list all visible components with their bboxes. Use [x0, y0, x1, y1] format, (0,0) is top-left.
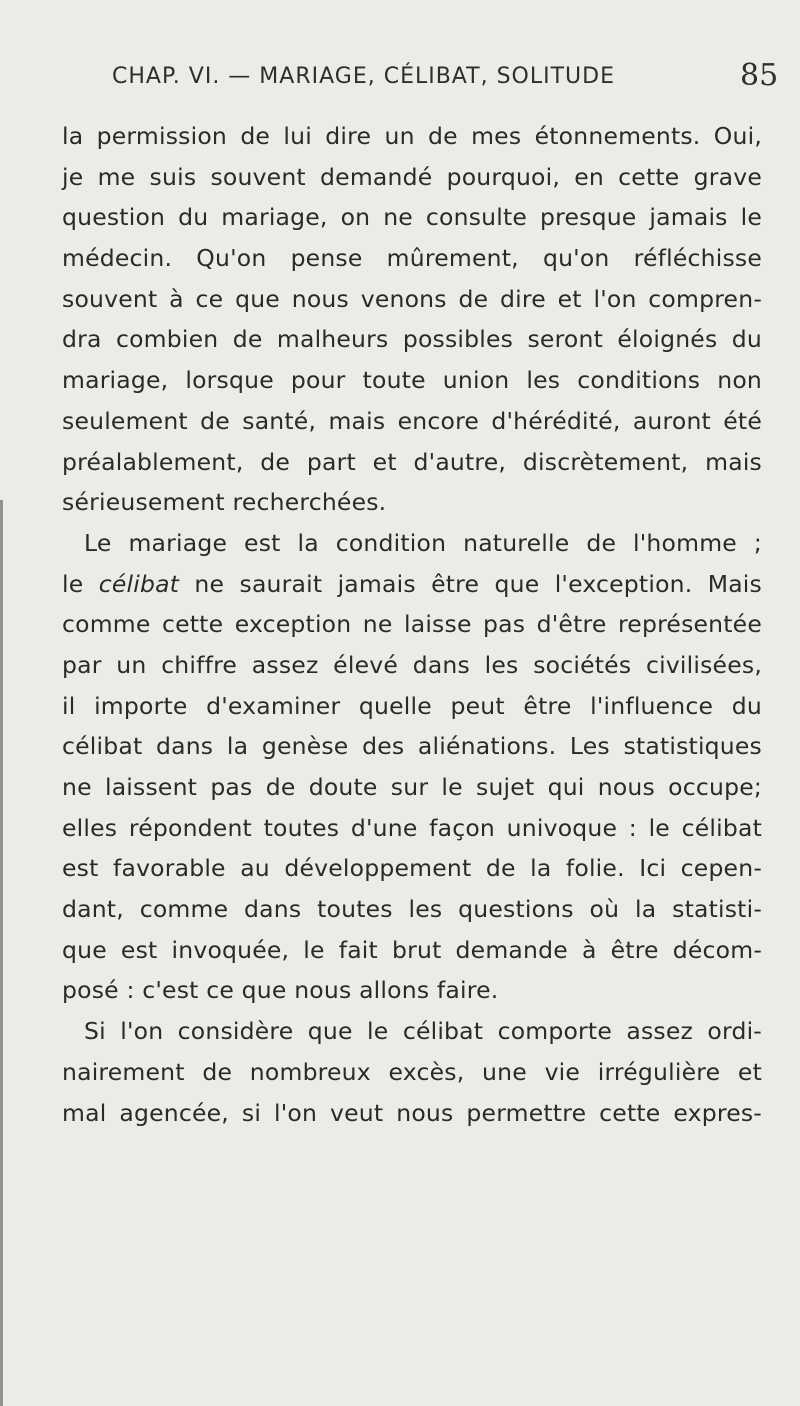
text-line: nairement de nombreux excès, une vie irrégulière et	[62, 1057, 762, 1086]
text-line: mariage, lorsque pour toute union les conditions non	[62, 366, 762, 395]
text-line: comme cette exception ne laisse pas d'être représentée	[62, 610, 762, 639]
text-line: dant, comme dans toutes les questions où la statisti-	[62, 895, 762, 924]
body-text	[62, 116, 762, 1133]
text-line: question du mariage, on ne consulte presque jamais le	[62, 203, 762, 232]
running-head: CHAP. VI. — MARIAGE, CÉLIBAT, SOLITUDE	[112, 64, 615, 89]
text-line: dra combien de malheurs possibles seront éloignés du	[62, 325, 762, 354]
text-line: par un chiffre assez élevé dans les sociétés civilisées,	[62, 650, 762, 679]
text-line: célibat dans la genèse des aliénations. Les statistiques	[62, 732, 762, 761]
text-line: ne laissent pas de doute sur le sujet qui nous occupe;	[62, 773, 762, 801]
italic-term: célibat	[98, 569, 180, 598]
text-fragment: ne saurait jamais être que l'exception. Mais	[179, 569, 762, 598]
text-line: que est invoquée, le fait brut demande à être décom-	[62, 935, 762, 964]
text-line: elles répondent toutes d'une façon univoque : le célibat	[62, 813, 762, 842]
text-line: seulement de santé, mais encore d'hérédité, auront été	[62, 406, 762, 435]
text-line-celibat	[62, 564, 762, 605]
binding-edge	[0, 500, 3, 1406]
page-number: 85	[740, 58, 779, 93]
text-fragment: le	[62, 569, 99, 598]
text-line: je me suis souvent demandé pourquoi, en cette grave	[62, 162, 762, 191]
text-line: posé : c'est ce que nous allons faire.	[62, 976, 499, 1005]
text-line: Si l'on considère que le célibat comporte assez ordi-	[84, 1017, 762, 1046]
text-line: souvent à ce que nous venons de dire et l'on compren-	[62, 284, 762, 313]
text-line: mal agencée, si l'on veut nous permettre cette expres-	[62, 1098, 762, 1127]
text-line: Le mariage est la condition naturelle de l'homme ;	[84, 528, 762, 557]
text-line: est favorable au développement de la folie. Ici cepen-	[62, 854, 762, 883]
text-line: la permission de lui dire un de mes étonnements. Oui,	[62, 122, 762, 150]
page-header	[0, 60, 800, 100]
text-line: médecin. Qu'on pense mûrement, qu'on réfléchisse	[62, 244, 762, 273]
text-line: préalablement, de part et d'autre, discrètement, mais	[62, 447, 762, 476]
text-line: sérieusement recherchées.	[62, 488, 387, 517]
text-line: il importe d'examiner quelle peut être l'influence du	[62, 691, 762, 720]
